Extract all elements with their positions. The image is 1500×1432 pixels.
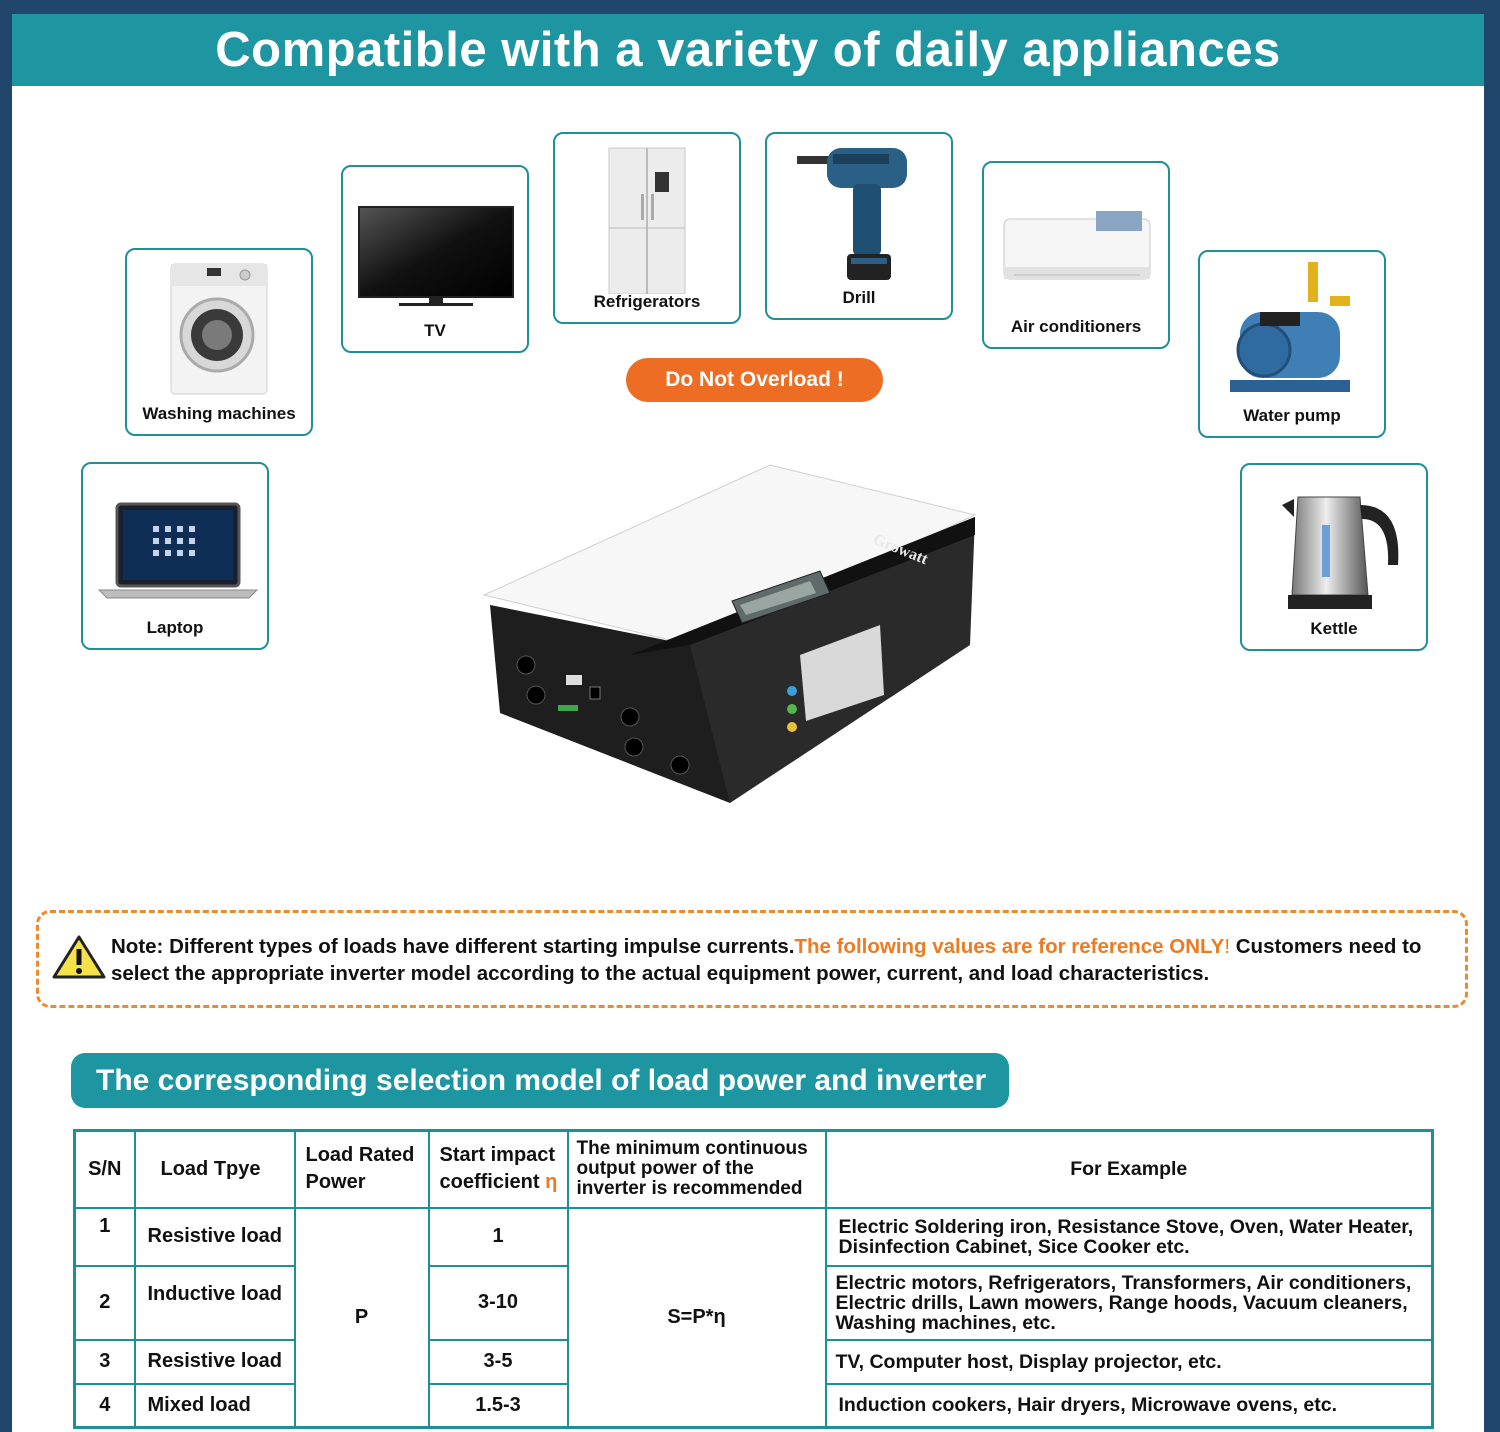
label-drill: Drill [842,288,876,307]
note-highlight: The following values are for reference ONLY [794,935,1225,958]
header-start-impact: Start impact coefficient η [429,1131,568,1208]
table-row [75,1208,1433,1266]
frame-top [0,0,1500,14]
card-washing-machine [125,248,313,436]
row4-sn: 4 [75,1384,135,1428]
table-header-row [75,1131,1433,1208]
header-for-example: For Example [826,1131,1433,1208]
label-laptop: Laptop [146,618,204,637]
card-water-pump [1198,250,1386,438]
selection-table [73,1129,1434,1429]
row4-type: Mixed load [135,1384,295,1428]
label-refrigerators: Refrigerators [593,292,701,311]
row3-coef: 3-5 [429,1340,568,1384]
label-washing-machines: Washing machines [142,404,296,423]
row3-example: TV, Computer host, Display projector, etc. [826,1340,1433,1384]
top-banner [12,14,1484,86]
label-kettle: Kettle [1310,619,1358,638]
inverter-brand: Growatt [870,530,931,569]
card-drill [765,132,953,320]
row4-example: Induction cookers, Hair dryers, Microwave ovens, etc. [826,1384,1433,1428]
header-min-output: The minimum continuous output power of the inverter is recommended [568,1131,826,1208]
frame-left [0,0,12,1432]
label-air-conditioners: Air conditioners [1010,317,1142,336]
drill-icon [767,134,955,294]
air-conditioner-icon [984,163,1172,313]
header-sn: S/N [75,1131,135,1208]
row2-coef: 3-10 [429,1266,568,1340]
note-box [36,910,1468,1008]
warning-icon [51,933,107,981]
banner-title: Compatible with a variety of daily appliances [215,23,1281,77]
row1-coef: 1 [429,1208,568,1266]
section-title: The corresponding selection model of load power and inverter [71,1053,1009,1108]
row2-example: Electric motors, Refrigerators, Transformers, Air conditioners, Electric drills, Lawn mowers, Range hoods, Vacuum cleaners, Washing machines, etc. [826,1266,1433,1340]
card-air-conditioner [982,161,1170,349]
label-water-pump: Water pump [1243,406,1341,425]
row1-type: Resistive load [135,1208,295,1266]
water-pump-icon [1200,252,1388,412]
refrigerator-icon [555,134,743,294]
label-tv: TV [424,321,446,340]
row1-sn: 1 [75,1208,135,1266]
row3-sn: 3 [75,1340,135,1384]
laptop-icon [83,464,271,614]
do-not-overload-badge: Do Not Overload ! [626,358,883,402]
inverter-device-image [470,455,990,815]
card-laptop [81,462,269,650]
row2-sn: 2 [75,1266,135,1340]
kettle-icon [1242,465,1430,625]
formula-value: S=P*η [568,1208,826,1428]
note-text: Note: Different types of loads have different starting impulse currents.The following values are for reference ONLY! Customers need to select the appropriate inverter model according to the actual equipment power, current, and load characteristics. [111,935,1422,985]
row3-type: Resistive load [135,1340,295,1384]
frame-right [1484,0,1500,1432]
card-kettle [1240,463,1428,651]
row2-type: Inductive load [135,1266,295,1340]
card-tv [341,165,529,353]
washing-machine-icon [127,250,315,410]
row4-coef: 1.5-3 [429,1384,568,1428]
card-refrigerator [553,132,741,324]
header-load-type: Load Tpye [135,1131,295,1208]
tv-icon [343,167,531,317]
row1-example: Electric Soldering iron, Resistance Stove, Oven, Water Heater, Disinfection Cabinet, Sice Cooker etc. [826,1208,1433,1266]
rated-power-value: P [295,1208,429,1428]
header-load-rated-power: Load Rated Power [295,1131,429,1208]
